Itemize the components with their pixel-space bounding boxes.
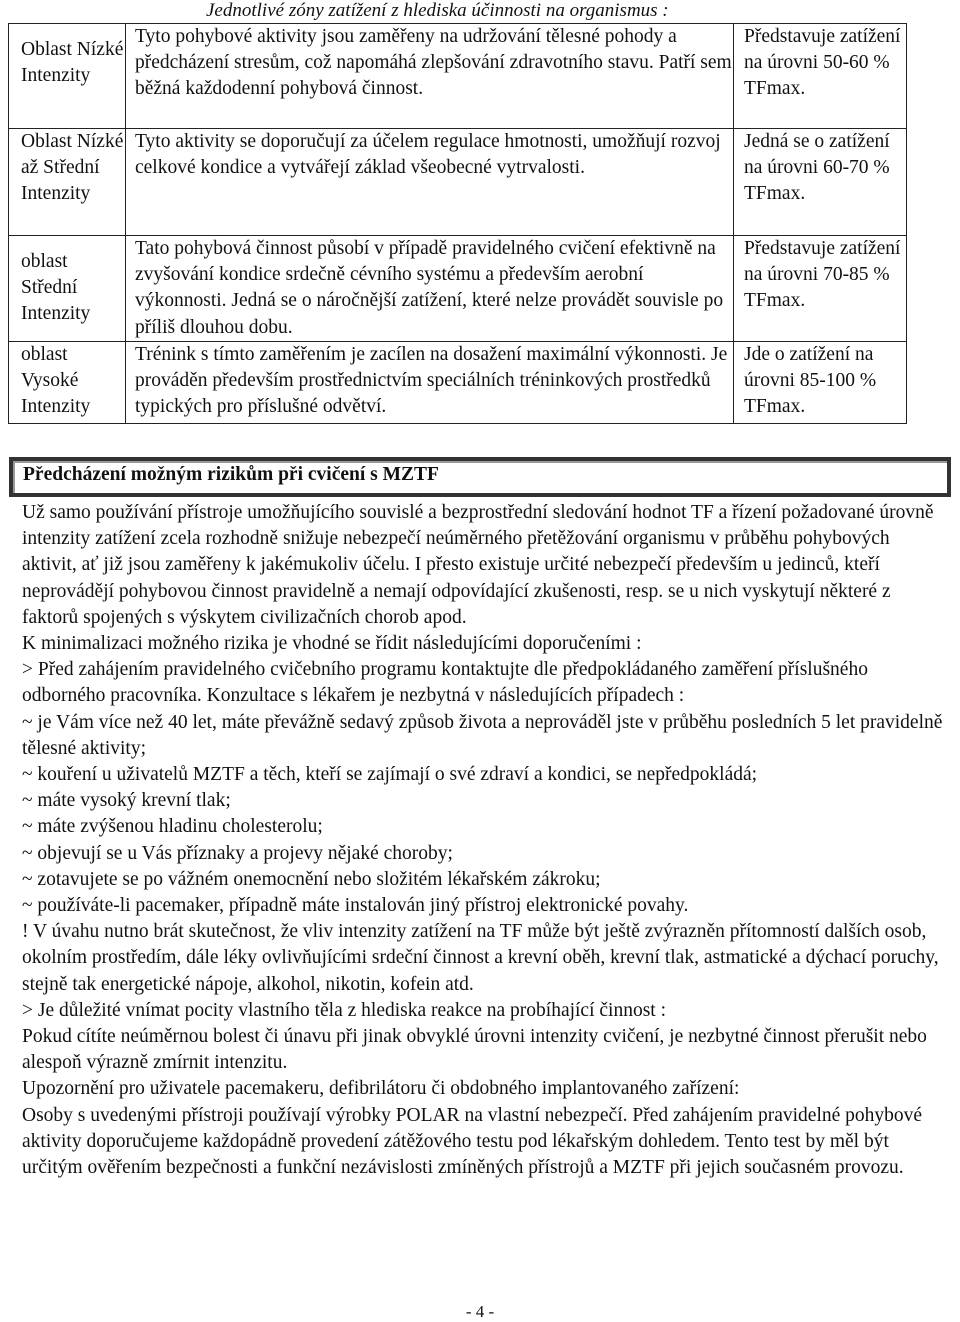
list-item: ~ objevují se u Vás příznaky a projevy nějaké choroby; [22,842,453,864]
zone-description: Tyto aktivity se doporučují za účelem regulace hmotnosti, umožňují rozvoj celkové kondice a vytvářejí základ všeobecné vytrvalosti. [126,129,734,236]
body-text [22,500,947,1181]
paragraph: > Je důležité vnímat pocity vlastního těla z hlediska reakce na probíhající činnost : [22,999,667,1021]
paragraph: Upozornění pro uživatele pacemakeru, defibrilátoru či obdobného implantovaného zařízení: [22,1078,740,1100]
zone-name: oblast Střední Intenzity [9,236,126,342]
list-item: ~ používáte-li pacemaker, případně máte instalován jiný přístroj elektronické povahy. [22,895,689,917]
table-row [9,129,907,236]
zone-load: Jedná se o zatížení na úrovni 60-70 % TFmax. [734,129,907,236]
paragraph: K minimalizaci možného rizika je vhodné se řídit následujícími doporučeními : [22,633,642,655]
section-heading-box [9,457,951,497]
zone-name: oblast Vysoké Intenzity [9,341,126,423]
section-heading: Předcházení možným rizikům při cvičení s MZTF [23,464,439,485]
paragraph: > Před zahájením pravidelného cvičebního programu kontaktujte dle předpokládaného zaměření příslušného odborného pracovníka. Konzultace s lékařem je nezbytná v následujících případech : [22,659,868,707]
paragraph: ! V úvahu nutno brát skutečnost, že vliv intenzity zatížení na TF může být ještě zvýrazněn přítomností dalších osob, okolním prostředím, dále léky ovlivňujícími srdeční činnost a krevní oběh, krevní tlak, astmatické a dýchací poruchy, stejně tak energetické nápoje, alkohol, nikotin, kofein atd. [22,921,939,995]
table-row [9,24,907,129]
table-row [9,341,907,423]
zone-load: Představuje zatížení na úrovni 70-85 % TFmax. [734,236,907,342]
zone-description: Tato pohybová činnost působí v případě pravidelného cvičení efektivně na zvyšování kondice srdečně cévního systému a především aerobní výkonnosti. Jedná se o náročnější zatížení, které nelze provádět souvisle po příliš dlouhou dobu. [126,236,734,342]
zone-name: Oblast Nízké Intenzity [9,24,126,129]
zone-description: Tyto pohybové aktivity jsou zaměřeny na udržování tělesné pohody a předcházení stresům, což napomáhá zlepšování zdravotního stavu. Patří sem běžná každodenní pohybová činnost. [126,24,734,129]
list-item: ~ kouření u uživatelů MZTF a těch, kteří se zajímají o své zdraví a kondici, se nepředpokládá; [22,764,758,786]
table-caption: Jednotlivé zóny zatížení z hlediska účinnosti na organismus : [206,0,669,21]
zone-load: Jde o zatížení na úrovni 85-100 % TFmax. [734,341,907,423]
paragraph: Pokud cítíte neúměrnou bolest či únavu při jinak obvyklé úrovni intenzity cvičení, je nezbytné činnost přerušit nebo alespoň výrazně zmírnit intenzitu. [22,1026,927,1074]
list-item: ~ je Vám více než 40 let, máte převážně sedavý způsob života a neprováděl jste v průběhu posledních 5 let pravidelně tělesné aktivity; [22,711,943,759]
zone-description: Trénink s tímto zaměřením je zacílen na dosažení maximální výkonnosti. Je prováděn především prostřednictvím speciálních tréninkových prostředků typických pro příslušné odvětví. [126,341,734,423]
paragraph: Osoby s uvedenými přístroji používají výrobky POLAR na vlastní nebezpečí. Před zahájením pravidelné pohybové aktivity doporučujeme každopádně provedení zátěžového testu pod lékařským dohledem. Tento test by měl být určitým ověřením bezpečnosti a funkční nezávislosti zmíněných přístrojů a MZTF při jejich současném provozu. [22,1104,923,1179]
zone-name: Oblast Nízké až Střední Intenzity [9,129,126,236]
table-row [9,236,907,342]
paragraph: Už samo používání přístroje umožňujícího souvislé a bezprostřední sledování hodnot TF a řízení požadované úrovně intenzity zatížení zcela rozhodně snižuje nebezpečí neúměrného přetěžování organismu v průběhu pohybových aktivit, ať již jsou zaměřeny k jakémukoliv účelu. I přesto existuje určité nebezpečí především u jedinců, kteří neprovádějí pohybovou činnost pravidelně a nemají odpovídající zkušenosti, resp. se u nich vyskytují některé z faktorů spojených s výskytem civilizačních chorob apod. [22,502,934,628]
intensity-zones-table [8,23,907,424]
list-item: ~ máte vysoký krevní tlak; [22,790,231,812]
zone-load: Představuje zatížení na úrovni 50-60 % TFmax. [734,24,907,129]
list-item: ~ zotavujete se po vážném onemocnění nebo složitém lékařském zákroku; [22,868,601,890]
list-item: ~ máte zvýšenou hladinu cholesterolu; [22,816,323,838]
page-number: - 4 - [465,1302,495,1321]
